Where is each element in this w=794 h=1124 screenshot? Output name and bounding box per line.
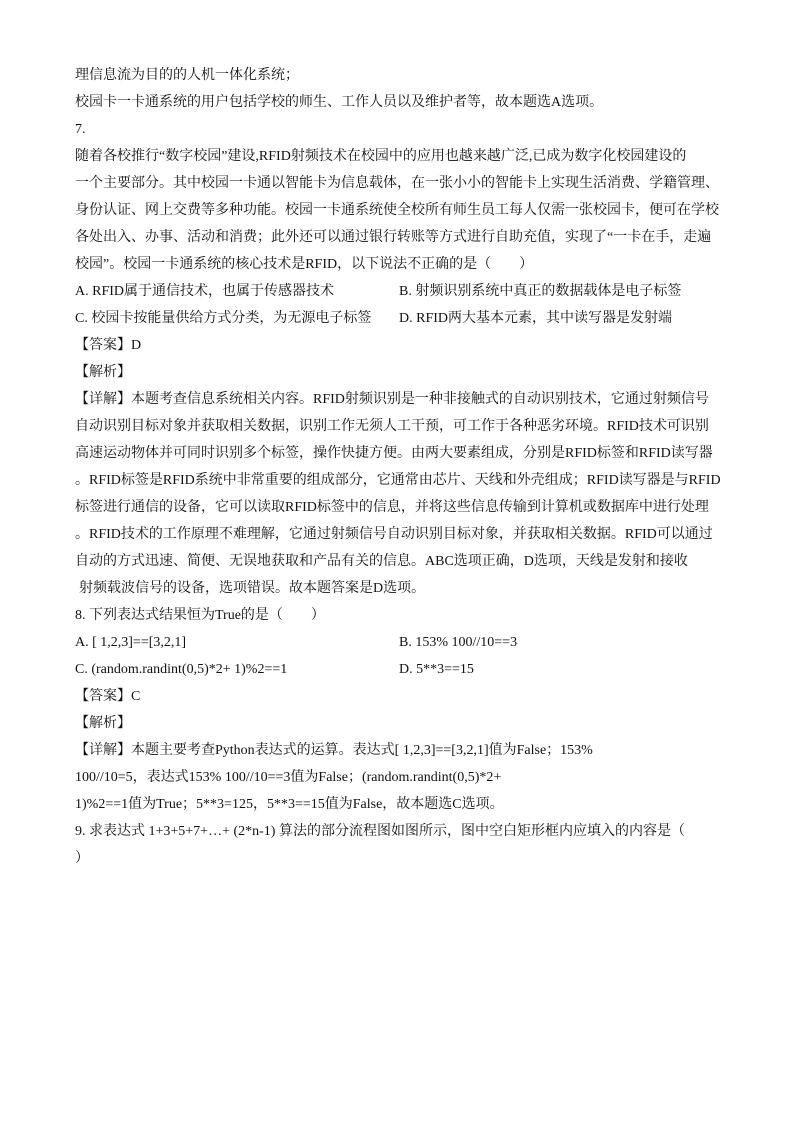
question-8-option-d: D. 5**3==15 bbox=[399, 662, 474, 677]
question-8-stem: 8. 下列表达式结果恒为True的是（ ） bbox=[75, 608, 325, 623]
question-7-stem-line-2: 一个主要部分。其中校园一卡通以智能卡为信息载体，在一张小小的智能卡上实现生活消费、学籍管理、 bbox=[75, 176, 719, 191]
question-7-analysis-label: 【解析】 bbox=[75, 365, 131, 380]
question-8-answer: 【答案】C bbox=[75, 689, 141, 704]
question-8-options-row-1 bbox=[75, 629, 755, 656]
question-8-options-row-2 bbox=[75, 656, 755, 683]
question-7-stem-line-3: 身份认证、网上交费等多种功能。校园一卡通系统使全校所有师生员工每人仅需一张校园卡，便可在学校 bbox=[75, 203, 719, 218]
question-7-detail-line-7: 自动的方式迅速、简便、无误地获取和产品有关的信息。ABC选项正确，D选项，天线是发射和接收 bbox=[75, 554, 688, 569]
question-7-detail-line-1: 【详解】本题考查信息系统相关内容。RFID射频识别是一种非接触式的自动识别技术，它通过射频信号 bbox=[75, 392, 709, 407]
question-7-stem-line-4: 各处出入、办事、活动和消费；此外还可以通过银行转账等方式进行自助充值，实现了“一卡在手，走遍 bbox=[75, 230, 712, 245]
question-7-stem-line-1: 随着各校推行“数字校园”建设,RFID射频技术在校园中的应用也越来越广泛,已成为数字化校园建设的 bbox=[75, 149, 687, 164]
question-7-answer: 【答案】D bbox=[75, 338, 142, 353]
question-8-detail-line-3: 1)%2==1值为True；5**3=125，5**3==15值为False，故本题选C选项。 bbox=[75, 797, 504, 812]
question-7-detail-line-5: 标签进行通信的设备，它可以读取RFID标签中的信息，并将这些信息传输到计算机或数据库中进行处理 bbox=[75, 500, 709, 515]
question-8-option-b: B. 153% 100//10==3 bbox=[399, 635, 518, 650]
question-7-number: 7. bbox=[75, 122, 86, 137]
question-7-option-b: B. 射频识别系统中真正的数据载体是电子标签 bbox=[399, 284, 682, 299]
question-7-option-d: D. RFID两大基本元素，其中读写器是发射端 bbox=[399, 311, 673, 326]
question-7-options-row-1 bbox=[75, 278, 755, 305]
question-7-detail-line-3: 高速运动物体并可同时识别多个标签，操作快捷方便。由两大要素组成，分别是RFID标签和RFID读写器 bbox=[75, 446, 713, 461]
question-8-detail-line-2: 100//10=5，表达式153% 100//10==3值为False；(random.randint(0,5)*2+ bbox=[75, 770, 502, 785]
question-7-stem-line-5: 校园”。校园一卡通系统的核心技术是RFID，以下说法不正确的是（ ） bbox=[75, 257, 534, 272]
question-8-option-a: A. [ 1,2,3]==[3,2,1] bbox=[75, 635, 187, 650]
document-page bbox=[75, 62, 755, 872]
prev-analysis-line-2: 校园卡一卡通系统的用户包括学校的师生、工作人员以及维护者等，故本题选A选项。 bbox=[75, 95, 604, 110]
prev-analysis-line-1: 理信息流为目的的人机一体化系统； bbox=[75, 68, 299, 83]
question-9-stem-line-2: ） bbox=[75, 851, 89, 866]
question-7-option-a: A. RFID属于通信技术，也属于传感器技术 bbox=[75, 284, 335, 299]
question-7-detail-line-8: 射频载波信号的设备，选项错误。故本题答案是D选项。 bbox=[79, 581, 426, 596]
question-7-detail-line-6: 。RFID技术的工作原理不难理解，它通过射频信号自动识别目标对象，并获取相关数据。RFID可以通过 bbox=[75, 527, 713, 542]
question-7-options-row-2 bbox=[75, 305, 755, 332]
question-8-option-c: C. (random.randint(0,5)*2+ 1)%2==1 bbox=[75, 662, 288, 677]
question-8-detail-line-1: 【详解】本题主要考查Python表达式的运算。表达式[ 1,2,3]==[3,2,1]值为False；153% bbox=[75, 743, 593, 758]
question-7-option-c: C. 校园卡按能量供给方式分类，为无源电子标签 bbox=[75, 311, 372, 326]
question-9-stem-line-1: 9. 求表达式 1+3+5+7+…+ (2*n-1) 算法的部分流程图如图所示，图中空白矩形框内应填入的内容是（ bbox=[75, 824, 685, 839]
question-7-detail-line-2: 自动识别目标对象并获取相关数据，识别工作无须人工干预，可工作于各种恶劣环境。RFID技术可识别 bbox=[75, 419, 709, 434]
question-7-detail-line-4: 。RFID标签是RFID系统中非常重要的组成部分，它通常由芯片、天线和外壳组成；RFID读写器是与RFID bbox=[75, 473, 721, 488]
question-8-analysis-label: 【解析】 bbox=[75, 716, 131, 731]
